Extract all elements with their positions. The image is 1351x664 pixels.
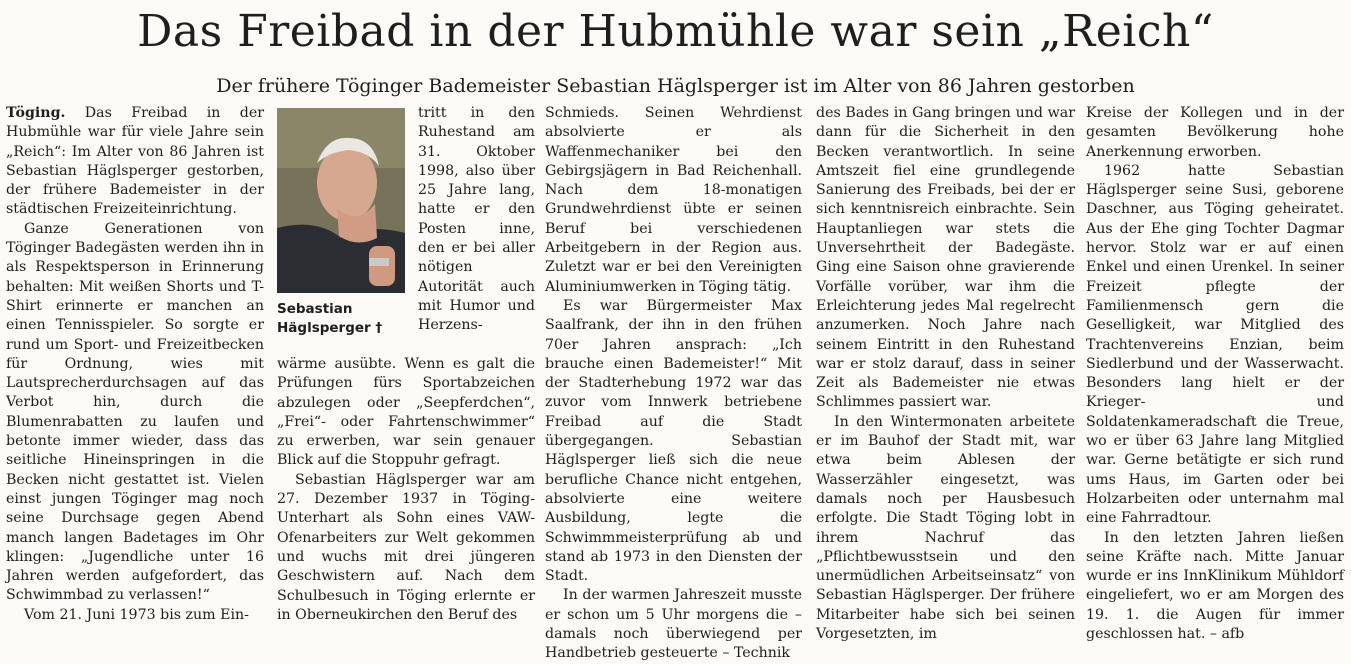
paragraph: In den Wintermonaten arbeitete er im Bauhof der Stadt mit, war etwa beim Ablesen der Wasserzähler eingesetzt, was damals noch per Hausbesuch erfolgte. Die Stadt Töging lobt in ihrem Nachruf das „Pflichtbewusstsein und den unermüdlichen Arbeitseinsatz“ von Sebastian Häglsperger. Der frühere Mitarbeiter habe sich bei seinen Vorgesetzten, im (816, 413, 1075, 643)
paragraph: des Bades in Gang bringen und war dann für die Sicherheit in den Becken verantwortlich. In seine Amtszeit fiel eine grundlegende Sanierung des Freibads, bei der er sich kenntnisreich einbrachte. Sein Hauptanliegen war stets die Unversehrtheit der Badegäste. Ging eine Saison ohne gravierende Vorfälle vorüber, war ihm die Erleichterung jedes Mal regelrecht anzumerken. Noch Jahre nach seinem Eintritt in den Ruhestand war er stolz darauf, dass in seiner Zeit als Bademeister nie etwas Schlimmes passiert war. (816, 105, 1075, 411)
article-column-5 (1086, 104, 1344, 643)
paragraph (6, 104, 264, 220)
headline: Das Freibad in der Hubmühle war sein „Reich“ (137, 6, 1214, 57)
paragraph: tritt in den Ruhestand am 31. Oktober 1998, also über 25 Jahre lang, hatte er den Posten inne, den er bei aller nötigen Autorität auch mit Humor und Herzens- (418, 105, 535, 334)
paragraph: In der warmen Jahreszeit musste er schon um 5 Uhr morgens die – damals noch überwiegend per Handbetrieb gesteuerte – Technik (545, 587, 802, 662)
paragraph: Kreise der Kollegen und in der gesamten Bevölkerung hohe Anerkennung erworben. (1086, 105, 1344, 160)
dateline: Töging. (6, 105, 66, 121)
article-column-1 (6, 104, 264, 632)
article-column-2 (277, 104, 535, 632)
paragraph: Ganze Generationen von Töginger Badegästen werden ihn in als Respektsperson in Erinnerung behalten: Mit weißen Shorts und T-Shirt erinnerte er manchen an einen Tennisspieler. So sorgte er rund um Sport- und Freizeitbecken für Ordnung, wies mit Lautsprecherdurchsagen auf das Verbot hin, durch die Blumenrabatten zu laufen und betonte immer wieder, dass das seitliche Hineinspringen in die Becken nicht gestattet ist. Vielen einst jungen Töginger mag noch seine Durchsage gegen Abend manch langen Badetages im Ohr klingen: „Jugendliche unter 16 Jahren werden aufgefordert, das Schwimmbad zu verlassen!“ (6, 220, 264, 604)
paragraph: 1962 hatte Sebastian Häglsperger seine Susi, geborene Daschner, aus Töging geheiratet. Aus der Ehe ging Tochter Dagmar hervor. Stolz war er auf einen Enkel und einen Urenkel. In seiner Freizeit pflegte der Familienmensch gern die Geselligkeit, war Mitglied des Trachtenvereins Enzian, beim Siedlerbund und der Wasserwacht. Besonders lang hielt er der Krieger- und Soldatenkameradschaft die Treue, wo er über 63 Jahre lang Mitglied war. Gerne betätigte er sich rund ums Haus, im Garten oder bei Holzarbeiten oder unternahm mal eine Fahrradtour. (1086, 162, 1344, 527)
photo-caption: Sebastian Häglsperger † (277, 301, 383, 336)
article-column-3 (545, 104, 802, 662)
portrait-photo (277, 108, 405, 293)
paragraph: Es war Bürgermeister Max Saalfrank, der ihn in den frühen 70er Jahren ansprach: „Ich brauche einen Bademeister!“ Mit der Stadterhebung 1972 war das zuvor vom Innwerk betriebene Freibad auf die Stadt übergegangen. Sebastian Häglsperger ließ sich die neue berufliche Chance nicht entgehen, absolvierte eine weitere Ausbildung, legte die Schwimmmeisterprüfung ab und stand ab 1973 in den Diensten der Stadt. (545, 297, 802, 585)
paragraph-text: In den letzten Jahren ließen seine Kräfte nach. Mitte Januar wurde er ins InnKlinikum Mühldorf eingeliefert, wo er am Morgen des 19. 1. die Augen für immer geschlossen hat. (1086, 529, 1344, 643)
author-signature: – afb (1209, 626, 1245, 643)
article-column-4 (816, 104, 1075, 643)
paragraph: wärme ausübte. Wenn es galt die Prüfungen fürs Sportabzeichen abzulegen oder „Seepferdchen“, „Frei“- oder Fahrtenschwimmer“ zu erwerben, war sein genauer Blick auf die Stoppuhr gefragt. (277, 356, 535, 469)
paragraph: Vom 21. Juni 1973 bis zum Ein- (24, 606, 249, 623)
paragraph: Schmieds. Seinen Wehrdienst absolvierte er als Waffenmechaniker bei den Gebirgsjägern in Bad Reichenhall. Nach dem 18-monatigen Grundwehrdienst übte er seinen Beruf bei verschiedenen Arbeitgebern in der Region aus. Zuletzt war er bei den Vereinigten Aluminiumwerken in Töging tätig. (545, 105, 802, 295)
column-2-wrap-text (418, 104, 535, 336)
paragraph: Sebastian Häglsperger war am 27. Dezember 1937 in Töging-Unterhart als Sohn eines VAW-Ofenarbeiters zur Welt gekommen und wuchs mit drei jüngeren Geschwistern auf. Nach dem Schulbesuch in Töging erlernte er in Oberneukirchen den Beruf des (277, 471, 535, 623)
column-2-lower-text (277, 355, 535, 632)
paragraph-text: Das Freibad in der Hubmühle war für viele Jahre sein „Reich“: Im Alter von 86 Jahren ist Sebastian Häglsperger gestorben, der frühere Bademeister in der städtischen Freizeiteinrichtung. (6, 105, 265, 218)
paragraph (1086, 529, 1344, 645)
subheadline: Der frühere Töginger Bademeister Sebastian Häglsperger ist im Alter von 86 Jahren gestorben (216, 75, 1135, 97)
